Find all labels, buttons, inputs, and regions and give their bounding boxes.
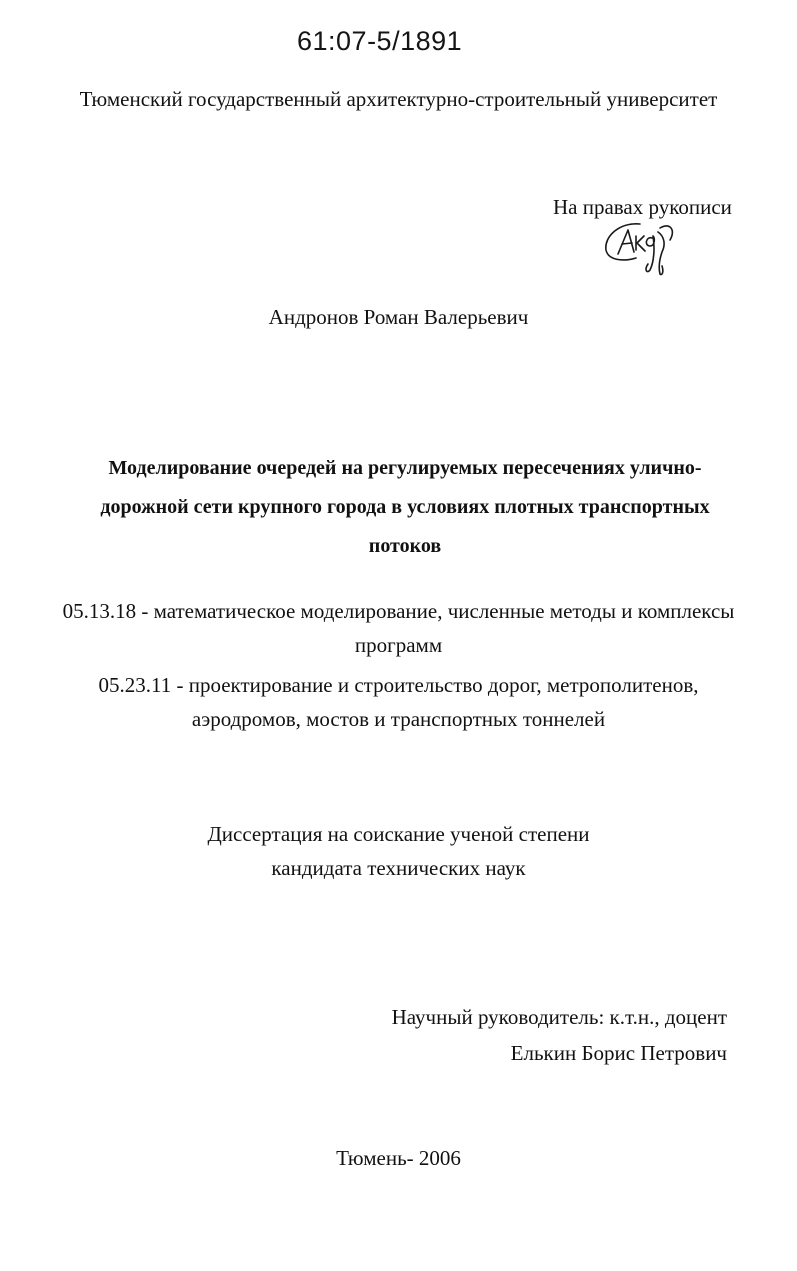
university-name: Тюменский государственный архитектурно-строительный университет <box>79 87 718 111</box>
manuscript-rights-label: На правах рукописи <box>553 195 732 219</box>
specialty-line: программ <box>354 633 443 657</box>
specialty-line: 05.23.11 - проектирование и строительство дорог, метрополитенов, <box>98 673 699 697</box>
supervisor-name: Елькин Борис Петрович <box>510 1041 727 1065</box>
title-line: дорожной сети крупного города в условиях плотных транспортных <box>100 496 710 518</box>
specialty-1 <box>60 594 737 662</box>
registry-number: 61:07-5/1891 <box>297 26 463 56</box>
signature-icon <box>600 214 682 280</box>
author-name: Андронов Роман Валерьевич <box>268 305 529 329</box>
degree-line: кандидата технических наук <box>271 856 526 880</box>
degree-line: Диссертация на соискание ученой степени <box>207 822 590 846</box>
degree-statement <box>0 817 797 885</box>
specialty-line: 05.13.18 - математическое моделирование, численные методы и комплексы <box>62 599 735 623</box>
title-line: потоков <box>368 535 442 557</box>
supervisor-title: Научный руководитель: к.т.н., доцент <box>391 1005 727 1029</box>
title-line: Моделирование очередей на регулируемых пересечениях улично- <box>108 457 702 479</box>
city-year: Тюмень- 2006 <box>336 1146 461 1170</box>
supervisor-block <box>392 999 727 1071</box>
specialty-2 <box>60 668 737 736</box>
specialty-line: аэродромов, мостов и транспортных тоннелей <box>191 707 606 731</box>
dissertation-title <box>92 449 718 566</box>
